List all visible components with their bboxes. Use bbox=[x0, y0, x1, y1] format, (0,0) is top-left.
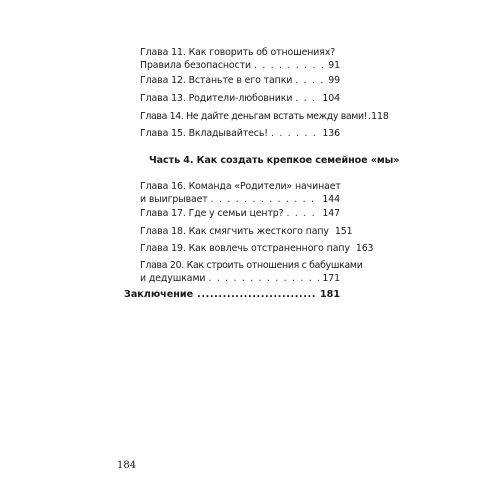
toc-leader-dots bbox=[295, 74, 325, 87]
toc-entry-chapter-13 bbox=[140, 92, 340, 105]
toc-entry-chapter-14 bbox=[140, 110, 389, 123]
toc-entry-page: 144 bbox=[322, 194, 340, 205]
toc-entry-chapter-20 bbox=[140, 259, 363, 285]
part-title: Часть 4. Как создать крепкое семейное «мы» bbox=[149, 155, 400, 166]
toc-entry-title: Глава 15. Вкладывайтесь! bbox=[140, 128, 268, 139]
toc-leader-dots bbox=[208, 272, 319, 285]
toc-entry-title-line bbox=[140, 180, 340, 193]
toc-entry-subtitle: Правила безопасности bbox=[140, 60, 251, 71]
toc-entry-page: 91 bbox=[328, 60, 340, 71]
toc-entry-page: 147 bbox=[322, 208, 340, 219]
toc-entry-title-line bbox=[140, 242, 374, 255]
toc-entry-title-line bbox=[140, 92, 340, 105]
toc-entry-chapter-12 bbox=[140, 74, 340, 87]
toc-entry-chapter-11 bbox=[140, 46, 340, 72]
toc-entry-title: Глава 16. Команда «Родители» начинает bbox=[140, 181, 341, 192]
toc-entry-title-line bbox=[140, 259, 363, 272]
toc-entry-page: 181 bbox=[319, 289, 340, 300]
toc-entry-page: 136 bbox=[322, 128, 340, 139]
toc-entry-title-line bbox=[140, 272, 340, 285]
toc-entry-chapter-18 bbox=[140, 225, 353, 238]
toc-leader-dots bbox=[295, 92, 319, 105]
toc-entry-title: Глава 12. Встаньте в его тапки bbox=[140, 75, 293, 86]
toc-entry-title-line bbox=[140, 46, 340, 59]
toc-entry-page: 118 bbox=[371, 111, 389, 122]
toc-entry-title-line bbox=[140, 207, 340, 220]
page-number: 184 bbox=[117, 460, 137, 471]
toc-entry-title: Глава 13. Родители-любовники bbox=[140, 93, 293, 104]
toc-entry-title-line bbox=[140, 193, 340, 206]
toc-entry-subtitle: и выигрывает bbox=[140, 194, 208, 205]
toc-leader-dots bbox=[211, 193, 320, 206]
toc-entry-page: 151 bbox=[334, 226, 353, 237]
toc-entry-chapter-17 bbox=[140, 207, 340, 220]
toc-entry-chapter-15 bbox=[140, 127, 340, 140]
toc-leader-dots bbox=[368, 110, 370, 123]
toc-entry-title: Глава 14. Не дайте деньгам встать между вами! bbox=[140, 111, 368, 122]
toc-entry-title-line bbox=[140, 59, 340, 72]
toc-entry-subtitle: и дедушками bbox=[140, 273, 206, 284]
toc-entry-page: 104 bbox=[322, 93, 340, 104]
toc-entry-chapter-19 bbox=[140, 242, 374, 255]
toc-entry-conclusion bbox=[124, 289, 340, 300]
toc-entry-title-line bbox=[140, 74, 340, 87]
toc-entry-chapter-16 bbox=[140, 180, 340, 206]
toc-entry-title: Глава 19. Как вовлечь отстраненного папу bbox=[140, 243, 350, 254]
toc-entry-title: Глава 18. Как смягчить жесткого папу bbox=[140, 226, 329, 237]
toc-entry-page: 163 bbox=[355, 243, 374, 254]
toc-entry-title: Глава 11. Как говорить об отношениях? bbox=[140, 47, 336, 58]
toc-leader-dots bbox=[197, 289, 316, 300]
toc-entry-title: Глава 20. Как строить отношения с бабушками bbox=[140, 260, 363, 271]
toc-leader-dots bbox=[254, 59, 325, 72]
toc-entry-title: Глава 17. Где у семьи центр? bbox=[140, 208, 284, 219]
toc-entry-title-line bbox=[140, 127, 340, 140]
toc-entry-page: 99 bbox=[328, 75, 340, 86]
toc-leader-dots bbox=[287, 207, 320, 220]
toc-entry-title-line bbox=[140, 110, 389, 123]
toc-entry-title-line bbox=[140, 225, 353, 238]
toc-leader-dots bbox=[271, 127, 319, 140]
toc-entry-title: Заключение bbox=[124, 289, 194, 300]
toc-entry-page: 171 bbox=[322, 273, 340, 284]
